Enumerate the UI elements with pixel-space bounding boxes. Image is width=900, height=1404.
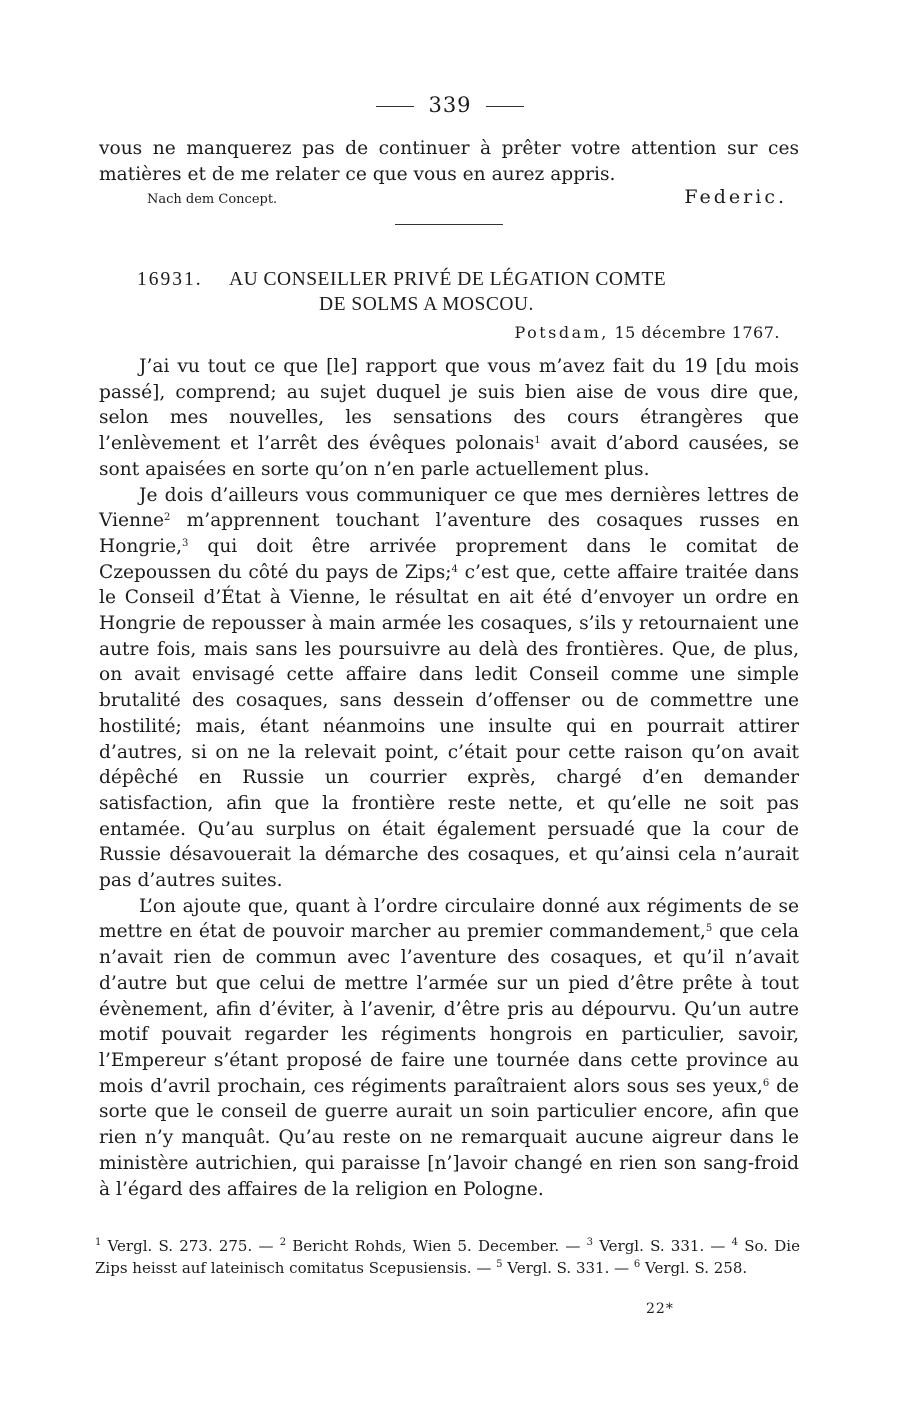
footnote-text: Vergl. S. 331. — [592,1237,732,1255]
paragraph-3 [99,894,799,1202]
header-rule-left [376,106,414,107]
footnote-text: Vergl. S. 331. — [502,1258,634,1277]
footnote-number: 5 [496,1258,503,1270]
paragraph-text: avait d’abord causées, se sont apaisées en sorte qu’on n’en parle actuellement plus. [99,433,799,480]
paragraph-text: m’apprennent touchant l’aventure des cosaques russes en Hongrie, [99,510,799,557]
footnote-number: 1 [95,1237,102,1248]
footnote-ref[interactable]: 4 [451,563,458,575]
footnote-number: 3 [586,1237,593,1248]
footnote-number: 6 [633,1258,641,1270]
footnote-ref[interactable]: 1 [534,435,541,447]
signature-line [99,186,799,212]
paragraph-text: Je dois d’ailleurs vous communiquer ce que mes dernières lettres de Vienne [99,484,799,532]
section-divider [395,224,503,225]
signature: Federic. [684,186,787,208]
paragraph-text: qui doit être arrivée proprement dans le comitat de Czepoussen du côté du pays de Zips; [99,535,799,583]
header-rule-right [486,106,524,107]
footnote-text: Bericht Rohds, Wien 5. December. — [286,1237,587,1255]
paragraph-text: de sorte que le conseil de guerre aurait un soin particulier encore, afin que rien n’y manquât. Qu’au reste on ne remarquait aucune aigreur dans le ministère autrichien, qui paraisse [n’]avoir changé en rien son sang-froid à l’égard des affaires de la religion en Pologne. [99,1075,799,1200]
footnote-block [95,1236,800,1279]
footnote-ref[interactable]: 5 [705,923,713,935]
document-title-line-2: DE SOLMS A MOSCOU. [319,294,534,315]
document-number: 16931. [137,269,203,290]
paragraph-text: que cela n’avait rien de commun avec l’aventure des cosaques, et qu’il n’avait d’autre but que celui de mettre l’armée sur un pied d’être prête à tout évènement, afin d’éviter, à l’avenir, d’être pris au dépourvu. Qu’un autre motif pouvait regarder les régiments hongrois en particulier, savoir, l’Empereur s’étant proposé de faire une tournée dans cette province au mois d’avril prochain, ces régiments paraîtraient alors sous ses yeux, [99,921,799,1097]
source-note: Nach dem Concept. [147,192,278,207]
paragraph-1 [99,354,799,483]
paragraph-text: c’est que, cette affaire traitée dans le Conseil d’État à Vienne, le résultat en ait été d’envoyer un ordre en Hongrie de repousser à main armée les cosaques, s’ils y retournaient une autre fois, mais sans les poursuivre au delà des frontières. Que, de plus, on avait envisagé cette affaire dans ledit Conseil comme une simple brutalité des cosaques, sans dessein d’offenser ou de commettre une hostilité; mais, étant néanmoins une insulte qui en pourrait attirer d’autres, si on ne la relevait point, c’était pour cette raison qu’on avait dépêché en Russie un courrier exprès, chargé d’en demander satisfaction, afin que la frontière reste nette, et qu’elle ne soit pas entamée. Qu’au surplus on était également persuadé que la cour de Russie désavouerait la démarche des cosaques, et qu’ainsi cela n’aurait pas d’autres suites. [99,561,800,892]
page-header [0,93,900,117]
footnote-text: So. Die Zips heisst auf lateinisch comitatus Scepusiensis. — [95,1237,800,1277]
footnote-ref[interactable]: 3 [182,537,189,549]
footnotes [95,1236,800,1279]
dateline-date: 15 décembre 1767. [614,323,780,342]
printer-signature-mark: 22* [646,1301,674,1317]
footnote-number: 2 [279,1237,287,1248]
paragraph-text: L’on ajoute que, quant à l’ordre circulaire donné aux régiments de se mettre en état de pouvoir marcher au premier commandement, [99,895,799,943]
footnote-ref[interactable]: 2 [164,512,171,524]
document-title-line-1: AU CONSEILLER PRIVÉ DE LÉGATION COMTE [229,269,667,290]
footnote-text: Vergl. S. 273. 275. — [101,1237,280,1255]
page-number: 339 [428,93,472,117]
paragraph-2 [99,483,799,894]
dateline-place: Potsdam, [514,323,609,342]
footnote-text: Vergl. S. 258. [640,1258,748,1277]
letter-body [99,354,799,1202]
lead-paragraph [99,136,799,187]
footnote-ref[interactable]: 6 [762,1077,770,1089]
footnote-number: 4 [731,1237,739,1248]
lead-paragraph-text: vous ne manquerez pas de continuer à prêter votre attention sur ces matières et de me relater ce que vous en aurez appris. [99,138,799,185]
dateline [514,323,780,342]
paragraph-text: J’ai vu tout ce que [le] rapport que vous m’avez fait du 19 [du mois passé], comprend; au sujet duquel je suis bien aise de vous dire que, selon mes nouvelles, les sensations des cours étrangères que l’enlèvement et l’arrêt des évêques polonais [99,356,799,455]
